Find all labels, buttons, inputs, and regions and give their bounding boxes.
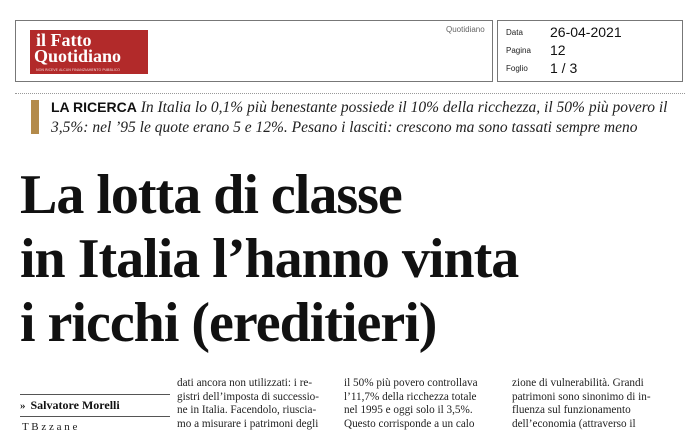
headline-line: La lotta di classe (20, 164, 402, 226)
meta-row-sheet (506, 60, 676, 76)
byline (20, 398, 120, 413)
body-line: mo a misurare i patrimoni degli (177, 417, 319, 430)
meta-row-page (506, 42, 676, 58)
meta-sheet-value: 1 / 3 (550, 60, 578, 76)
body-line: fluenza sul funzionamento (512, 404, 631, 416)
logo-line-2: Quotidiano (34, 46, 122, 66)
body-line: Questo corrisponde a un calo (344, 417, 475, 430)
article-headline (20, 163, 620, 355)
meta-key: Pagina (506, 46, 531, 55)
body-line: il 50% più povero controllava (344, 377, 478, 389)
body-column (344, 377, 504, 431)
masthead-box (15, 20, 493, 82)
body-text-start: T B z z a n e (22, 421, 78, 432)
byline-arrows-icon: » (20, 400, 26, 412)
body-line: gistri dell’imposta di successio- (177, 390, 319, 403)
body-line: l’11,7% della ricchezza totale (344, 390, 477, 403)
meta-row-date (506, 24, 676, 40)
meta-key: Foglio (506, 64, 528, 73)
meta-page-value: 12 (550, 42, 566, 58)
clipping-meta-box (497, 20, 683, 82)
kicker-accent-bar (31, 100, 39, 134)
kicker-text: In Italia lo 0,1% più benestante possiede il 10% della ricchezza, il 50% più povero il 3,5%: nel ’95 le quote erano 5 e 12%. Pesano i lasciti: crescono ma sono tassati sempre meno (51, 99, 668, 136)
body-line: nel 1995 e oggi solo il 3,5%. (344, 404, 473, 416)
body-line: ne in Italia. Facendolo, riuscia- (177, 404, 317, 416)
divider (15, 93, 685, 94)
newspaper-logo (30, 30, 148, 74)
body-line: zione di vulnerabilità. Grandi (512, 377, 644, 389)
body-column (177, 377, 337, 431)
headline-line: i ricchi (ereditieri) (20, 292, 437, 354)
divider (20, 394, 170, 395)
divider (20, 416, 170, 417)
publication-type: Quotidiano (446, 25, 485, 34)
body-line: dati ancora non utilizzati: i re- (177, 377, 313, 389)
meta-key: Data (506, 28, 523, 37)
logo-tagline: NON RICEVE ALCUN FINANZIAMENTO PUBBLICO (36, 68, 121, 72)
body-line: patrimoni sono sinonimo di in- (512, 390, 651, 403)
logo-line-1: il Fatto (36, 30, 92, 50)
article-kicker (51, 97, 687, 138)
headline-line: in Italia l’hanno vinta (20, 228, 519, 290)
kicker-label: LA RICERCA (51, 99, 137, 115)
body-line: dell’economia (attraverso il (512, 417, 636, 430)
body-column (512, 377, 672, 431)
meta-date-value: 26-04-2021 (550, 24, 622, 40)
author-name: Salvatore Morelli (30, 398, 120, 412)
